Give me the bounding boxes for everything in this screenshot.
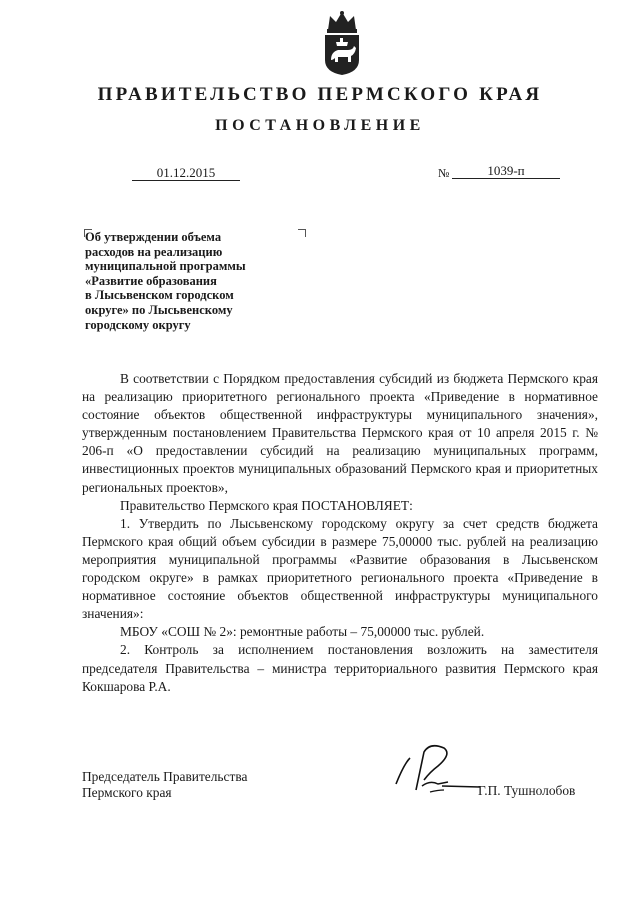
subject-line: Об утверждении объема	[85, 230, 222, 244]
resolves-paragraph: Правительство Пермского края ПОСТАНОВЛЯЕТ:	[120, 497, 413, 513]
subject-line: округе» по Лысьвенскому	[85, 302, 233, 317]
signer-position-line: Председатель Правительства	[82, 769, 248, 784]
decree-subject	[85, 230, 315, 332]
item-2-paragraph: 2. Контроль за исполнением постановления возложить на заместителя председателя Правительства – министра территориального развития Пермского края Кокшарова Р.А.	[82, 642, 598, 694]
subject-line: расходов на реализацию	[85, 244, 223, 259]
decree-number: 1039-п	[452, 163, 560, 179]
number-sign: №	[438, 166, 450, 180]
subject-line: городскому округу	[85, 317, 191, 332]
government-title: ПРАВИТЕЛЬСТВО ПЕРМСКОГО КРАЯ	[97, 84, 543, 105]
decree-date: 01.12.2015	[132, 165, 240, 181]
preamble-paragraph: В соответствии с Порядком предоставления субсидий из бюджета Пермского края на реализацию приоритетного регионального проекта «Приведение в нормативное состояние объектов общественной инфраструктуры муниципального значения», утвержденным постановлением Правительства Пермского края от 10 апреля 2015 г. № 206-п «О предоставлении субсидий на реализацию муниципальных программ, инвестиционных проектов муниципальных образований Пермского края и приоритетных региональных проектов»,	[82, 371, 598, 495]
signer-position-line: Пермского края	[82, 785, 172, 800]
subject-line: в Лысьвенском городском	[85, 288, 234, 303]
document-type-title: ПОСТАНОВЛЕНИЕ	[215, 117, 425, 134]
subject-line: муниципальной программы	[85, 259, 246, 274]
item-1-detail-paragraph: МБОУ «СОШ № 2»: ремонтные работы – 75,00000 тыс. рублей.	[120, 624, 485, 640]
coat-of-arms-icon	[318, 10, 366, 76]
signer-position	[82, 769, 247, 801]
signer-name: Г.П. Тушнолобов	[478, 783, 576, 798]
item-1-paragraph: 1. Утвердить по Лысьвенскому городскому округу за счет средств бюджета Пермского края общий объем субсидии в размере 75,00000 тыс. рублей на реализацию мероприятия муниципальной программы «Развитие образования в Лысьвенском городском округе» в рамках приоритетного регионального проекта «Приведение в нормативное состояние объектов общественной инфраструктуры муниципального значения»:	[82, 515, 598, 622]
subject-line: «Развитие образования	[85, 273, 217, 288]
decree-body	[82, 370, 598, 696]
